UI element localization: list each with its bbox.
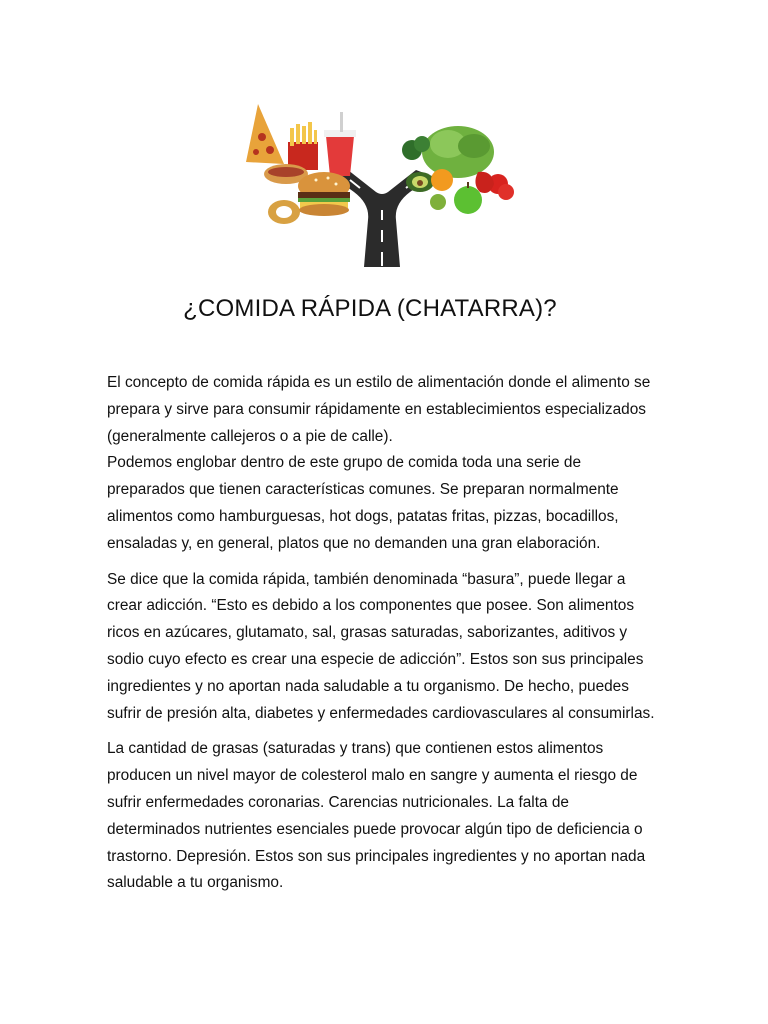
paragraph-definition: El concepto de comida rápida es un estilo de alimentación donde el alimento se prepara y sirve para consumir rápidamente en establecimientos especializados (generalmente callejeros o a pie de calle). <box>107 374 651 445</box>
crossroads-food-icon <box>236 92 526 267</box>
paragraph-health-risks: La cantidad de grasas (saturadas y trans) que contienen estos alimentos producen un nivel mayor de colesterol malo en sangre y aumenta el riesgo de sufrir enfermedades coronarias. Carencias nutricionales. La falta de determinados nutrientes esenciales puede provocar algún tipo de deficiencia o trastorno. Depresión. Estos son sus principales ingredientes y no aportan nada saludable a tu organismo. <box>107 740 646 892</box>
paragraph-addiction: Se dice que la comida rápida, también denominada “basura”, puede llegar a crear adicción. “Esto es debido a los componentes que posee. Son alimentos ricos en azúcares, glutamato, sal, grasas saturadas, saborizantes, aditivos y sodio cuyo efecto es crear una especie de adicción”. Estos son sus principales ingredientes y no aportan nada saludable a tu organismo. De hecho, puedes sufrir de presión alta, diabetes y enfermedades cardiovasculares al consumirlas. <box>107 570 655 722</box>
page-title: ¿COMIDA RÁPIDA (CHATARRA)? <box>183 295 557 322</box>
fast-food-vs-healthy-food-illustration <box>236 92 526 267</box>
body-text <box>107 370 663 897</box>
paragraph-examples: Podemos englobar dentro de este grupo de comida toda una serie de preparados que tienen características comunes. Se preparan normalmente alimentos como hamburguesas, hot dogs, patatas fritas, pizzas, bocadillos, ensaladas y, en general, platos que no demanden una gran elaboración. <box>107 454 619 552</box>
